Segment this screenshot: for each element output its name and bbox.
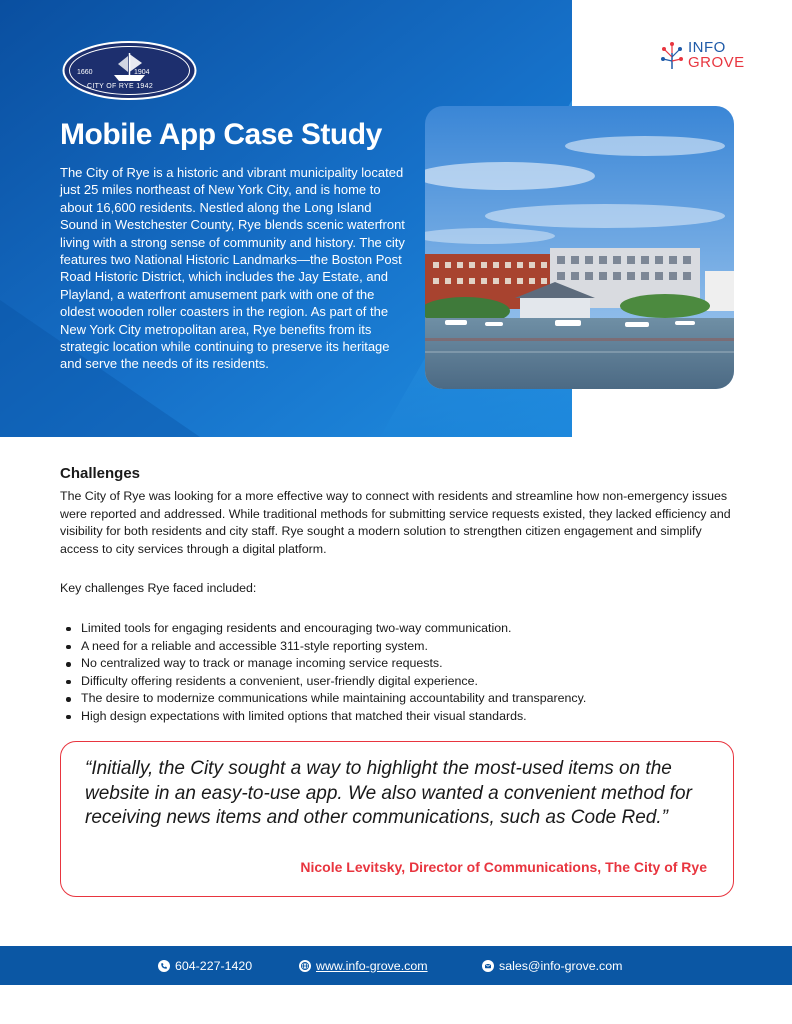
list-item: High design expectations with limited options that matched their visual standards. — [81, 708, 740, 726]
list-item: Difficulty offering residents a convenient, user-friendly digital experience. — [81, 673, 740, 691]
footer-bar — [0, 946, 792, 985]
rye-waterfront-photo — [425, 106, 734, 389]
seal-caption: CITY OF RYE 1942 — [87, 83, 154, 90]
testimonial-box — [60, 741, 734, 897]
hero-banner — [0, 0, 792, 437]
email-icon — [482, 960, 494, 972]
phone-number: 604-227-1420 — [175, 958, 253, 973]
challenges-paragraph: The City of Rye was looking for a more effective way to connect with residents and streamline how non-emergency issues were reported and addressed. While traditional methods for submitting service requests existed, they lacked efficiency and visibility for both residents and city staff. Rye sought a modern solution to strengthen citizen engagement and simplify access to city services through a digital platform. — [60, 489, 731, 556]
list-item: A need for a reliable and accessible 311-style reporting system. — [81, 638, 740, 656]
challenges-list — [60, 620, 740, 726]
info-grove-logo — [660, 40, 756, 72]
list-item: The desire to modernize communications while maintaining accountability and transparency. — [81, 690, 740, 708]
seal-year-right: 1904 — [134, 69, 150, 76]
website-link[interactable]: www.info-grove.com — [316, 958, 428, 973]
footer-phone[interactable] — [158, 946, 252, 985]
list-item: Limited tools for engaging residents and encouraging two-way communication. — [81, 620, 740, 638]
testimonial-attribution: Nicole Levitsky, Director of Communications, The City of Rye — [300, 859, 707, 875]
challenges-lead: Key challenges Rye faced included: — [60, 581, 257, 596]
footer-email[interactable] — [482, 946, 622, 985]
footer-website[interactable] — [299, 946, 428, 985]
globe-icon — [299, 960, 311, 972]
testimonial-quote: “Initially, the City sought a way to highlight the most-used items on the website in an easy-to-use app. We also wanted a convenient method for receiving news items and other communications, such as Code Red.” — [85, 758, 692, 828]
seal-year-left: 1660 — [77, 69, 93, 76]
challenges-section — [60, 465, 740, 726]
tree-network-icon — [660, 41, 684, 71]
logo-line-1: INFO — [688, 39, 726, 56]
intro-paragraph: The City of Rye is a historic and vibrant municipality located just 25 miles northeast of New York City, and is home to about 16,600 residents. Nestled along the Long Island Sound in Westchester County, Rye blends scenic waterfront living with a strong sense of community and history. The city features two National Historic Landmarks—the Boston Post Road Historic District, which includes the Jay Estate, and Playland, a waterfront amusement park with one of the oldest wooden roller coasters in the region. As part of the New York City metropolitan area, Rye benefits from its strategic location while continuing to preserve its heritage and serve the needs of its residents. — [60, 165, 405, 372]
list-item: No centralized way to track or manage incoming service requests. — [81, 655, 740, 673]
logo-line-2: GROVE — [688, 54, 745, 71]
challenges-heading: Challenges — [60, 465, 141, 482]
phone-icon — [158, 960, 170, 972]
email-address: sales@info-grove.com — [499, 958, 623, 973]
page-title: Mobile App Case Study — [60, 118, 382, 151]
